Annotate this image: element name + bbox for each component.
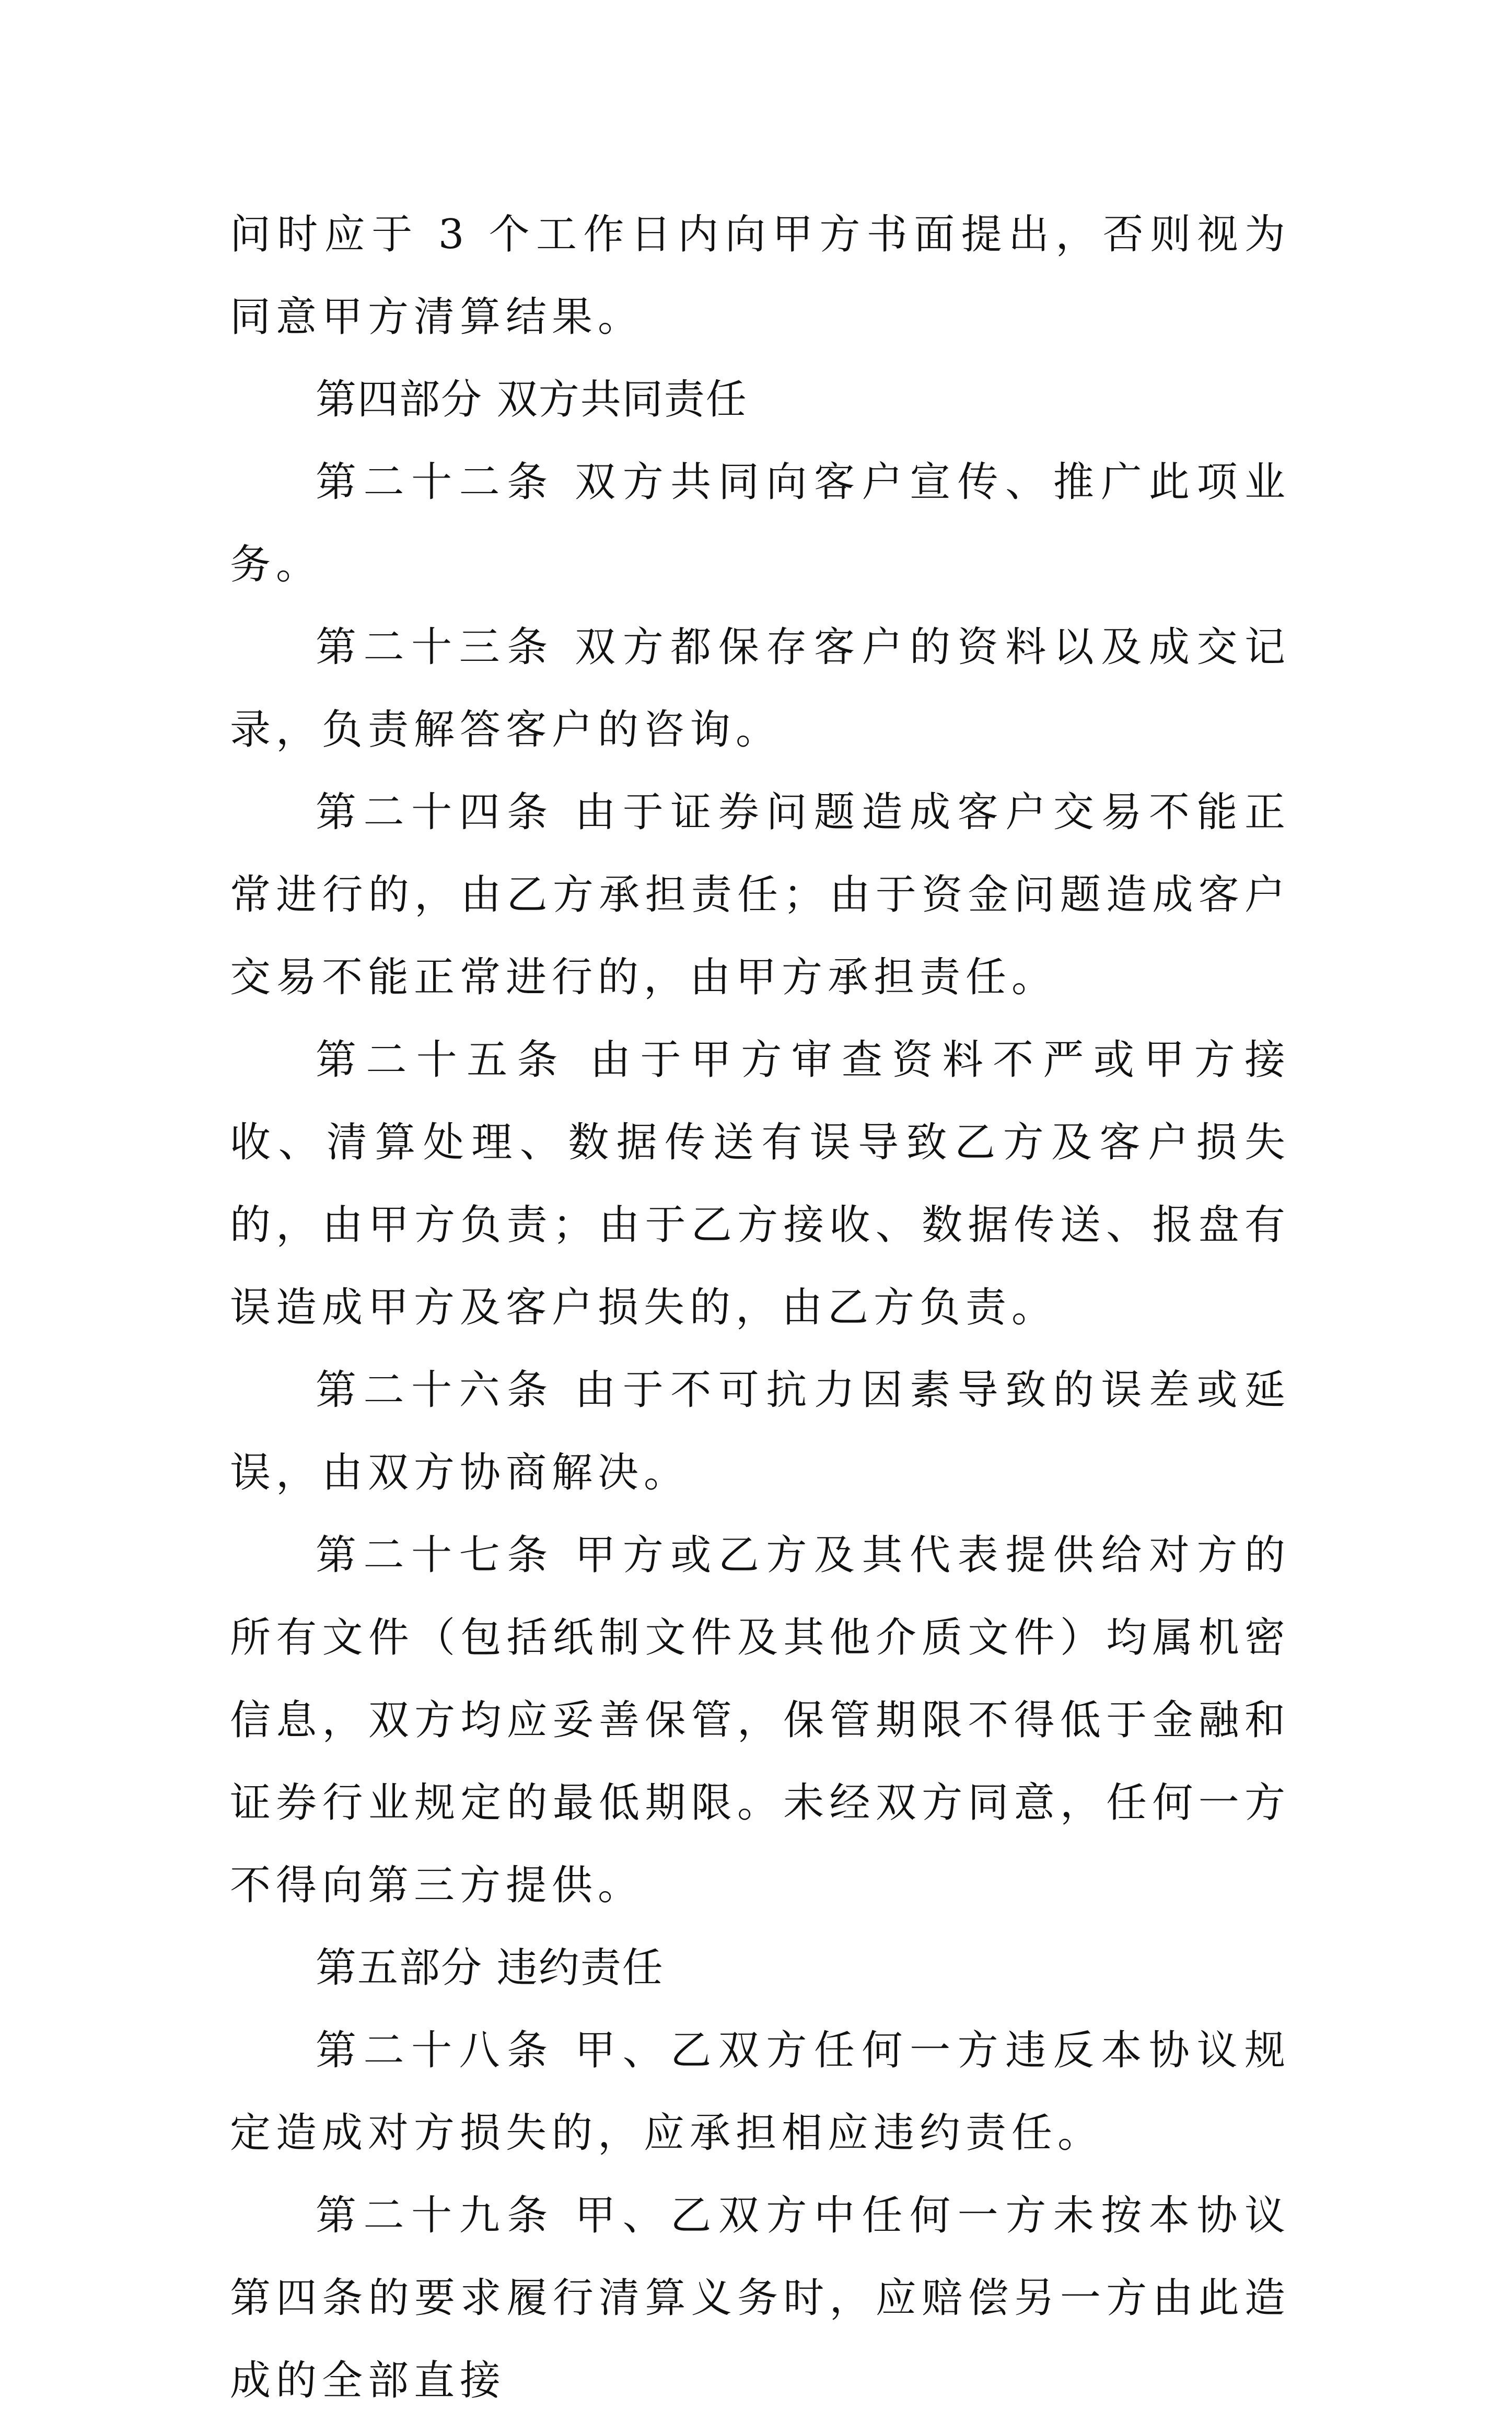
article-25: 第二十五条 由于甲方审查资料不严或甲方接收、清算处理、数据传送有误导致乙方及客户损失的，由甲方负责；由于乙方接收、数据传送、报盘有误造成甲方及客户损失的，由乙方负责。 xyxy=(230,1037,1290,1331)
article-28: 第二十八条 甲、乙双方任何一方违反本协议规定造成对方损失的，应承担相应违约责任。 xyxy=(230,2027,1290,2157)
article-22: 第二十二条 双方共同向客户宣传、推广此项业务。 xyxy=(230,459,1290,588)
article-23: 第二十三条 双方都保存客户的资料以及成交记录，负责解答客户的咨询。 xyxy=(230,624,1290,753)
section-heading-part-five: 第五部分 违约责任 xyxy=(316,1944,664,1992)
section-heading-part-four: 第四部分 双方共同责任 xyxy=(316,376,748,423)
article-26: 第二十六条 由于不可抗力因素导致的误差或延误，由双方协商解决。 xyxy=(230,1367,1290,1496)
article-29: 第二十九条 甲、乙双方中任何一方未按本协议第四条的要求履行清算义务时，应赔偿另一方由此造成的全部直接 xyxy=(230,2192,1290,2404)
document-body xyxy=(230,193,1290,2422)
article-27: 第二十七条 甲方或乙方及其代表提供给对方的所有文件（包括纸制文件及其他介质文件）均属机密信息，双方均应妥善保管，保管期限不得低于金融和证券行业规定的最低期限。未经双方同意，任何一方不得向第三方提供。 xyxy=(230,1532,1290,1909)
paragraph-continuation: 问时应于 3 个工作日内向甲方书面提出，否则视为同意甲方清算结果。 xyxy=(230,211,1290,341)
article-24: 第二十四条 由于证券问题造成客户交易不能正常进行的，由乙方承担责任；由于资金问题造成客户交易不能正常进行的，由甲方承担责任。 xyxy=(230,789,1290,1001)
